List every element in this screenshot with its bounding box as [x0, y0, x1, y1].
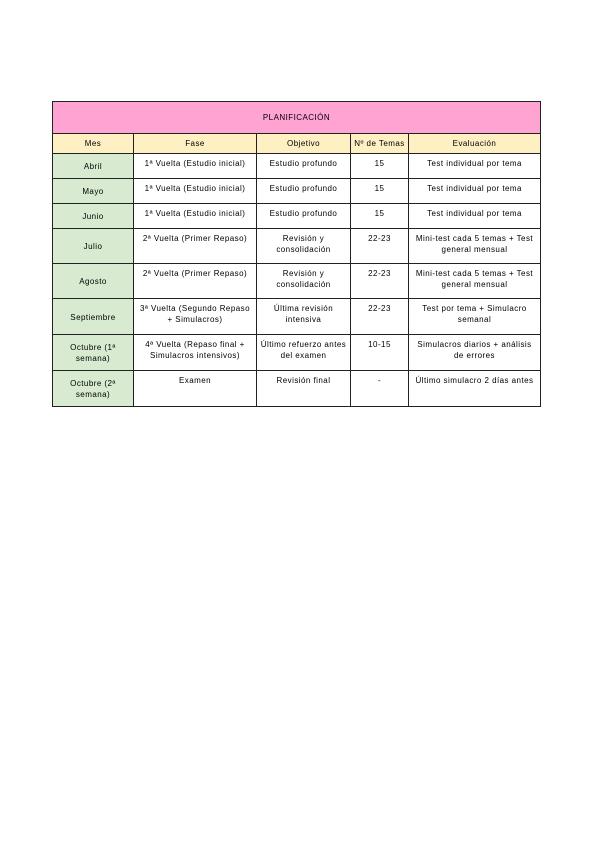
- cell-objetivo: Revisión final: [257, 371, 351, 407]
- cell-mes: Octubre (2ª semana): [53, 371, 134, 407]
- cell-evaluacion: Test individual por tema: [409, 204, 541, 229]
- header-row: [53, 134, 541, 154]
- table-row: [53, 335, 541, 371]
- cell-evaluacion: Último simulacro 2 días antes: [409, 371, 541, 407]
- header-evaluacion: Evaluación: [409, 134, 541, 154]
- cell-num-temas: 10-15: [351, 335, 409, 371]
- title-row: [53, 102, 541, 134]
- cell-fase: 2ª Vuelta (Primer Repaso): [134, 229, 257, 264]
- cell-objetivo: Estudio profundo: [257, 204, 351, 229]
- cell-mes: Octubre (1ª semana): [53, 335, 134, 371]
- cell-num-temas: -: [351, 371, 409, 407]
- table-row: [53, 264, 541, 299]
- cell-mes: Julio: [53, 229, 134, 264]
- cell-evaluacion: Test individual por tema: [409, 179, 541, 204]
- cell-fase: 4ª Vuelta (Repaso final + Simulacros intensivos): [134, 335, 257, 371]
- cell-fase: 1ª Vuelta (Estudio inicial): [134, 154, 257, 179]
- table-row: [53, 371, 541, 407]
- header-num-temas: Nº de Temas: [351, 134, 409, 154]
- cell-fase: Examen: [134, 371, 257, 407]
- cell-evaluacion: Mini-test cada 5 temas + Test general mensual: [409, 264, 541, 299]
- header-objetivo: Objetivo: [257, 134, 351, 154]
- header-mes: Mes: [53, 134, 134, 154]
- cell-objetivo: Estudio profundo: [257, 179, 351, 204]
- cell-num-temas: 15: [351, 204, 409, 229]
- table-row: [53, 229, 541, 264]
- cell-mes: Junio: [53, 204, 134, 229]
- cell-evaluacion: Mini-test cada 5 temas + Test general mensual: [409, 229, 541, 264]
- table-title: PLANIFICACIÓN: [53, 102, 541, 134]
- cell-mes: Mayo: [53, 179, 134, 204]
- cell-num-temas: 15: [351, 179, 409, 204]
- cell-mes: Agosto: [53, 264, 134, 299]
- cell-fase: 1ª Vuelta (Estudio inicial): [134, 204, 257, 229]
- table-row: [53, 154, 541, 179]
- cell-objetivo: Revisión y consolidación: [257, 264, 351, 299]
- cell-fase: 1ª Vuelta (Estudio inicial): [134, 179, 257, 204]
- cell-evaluacion: Test por tema + Simulacro semanal: [409, 299, 541, 335]
- cell-evaluacion: Simulacros diarios + análisis de errores: [409, 335, 541, 371]
- cell-num-temas: 22-23: [351, 264, 409, 299]
- table-row: [53, 299, 541, 335]
- cell-mes: Septiembre: [53, 299, 134, 335]
- planning-table: [52, 101, 541, 407]
- cell-objetivo: Última revisión intensiva: [257, 299, 351, 335]
- cell-objetivo: Revisión y consolidación: [257, 229, 351, 264]
- cell-num-temas: 22-23: [351, 229, 409, 264]
- table-row: [53, 179, 541, 204]
- cell-num-temas: 22-23: [351, 299, 409, 335]
- cell-mes: Abril: [53, 154, 134, 179]
- cell-num-temas: 15: [351, 154, 409, 179]
- table-row: [53, 204, 541, 229]
- cell-objetivo: Estudio profundo: [257, 154, 351, 179]
- cell-fase: 2ª Vuelta (Primer Repaso): [134, 264, 257, 299]
- header-fase: Fase: [134, 134, 257, 154]
- cell-fase: 3ª Vuelta (Segundo Repaso + Simulacros): [134, 299, 257, 335]
- cell-objetivo: Último refuerzo antes del examen: [257, 335, 351, 371]
- cell-evaluacion: Test individual por tema: [409, 154, 541, 179]
